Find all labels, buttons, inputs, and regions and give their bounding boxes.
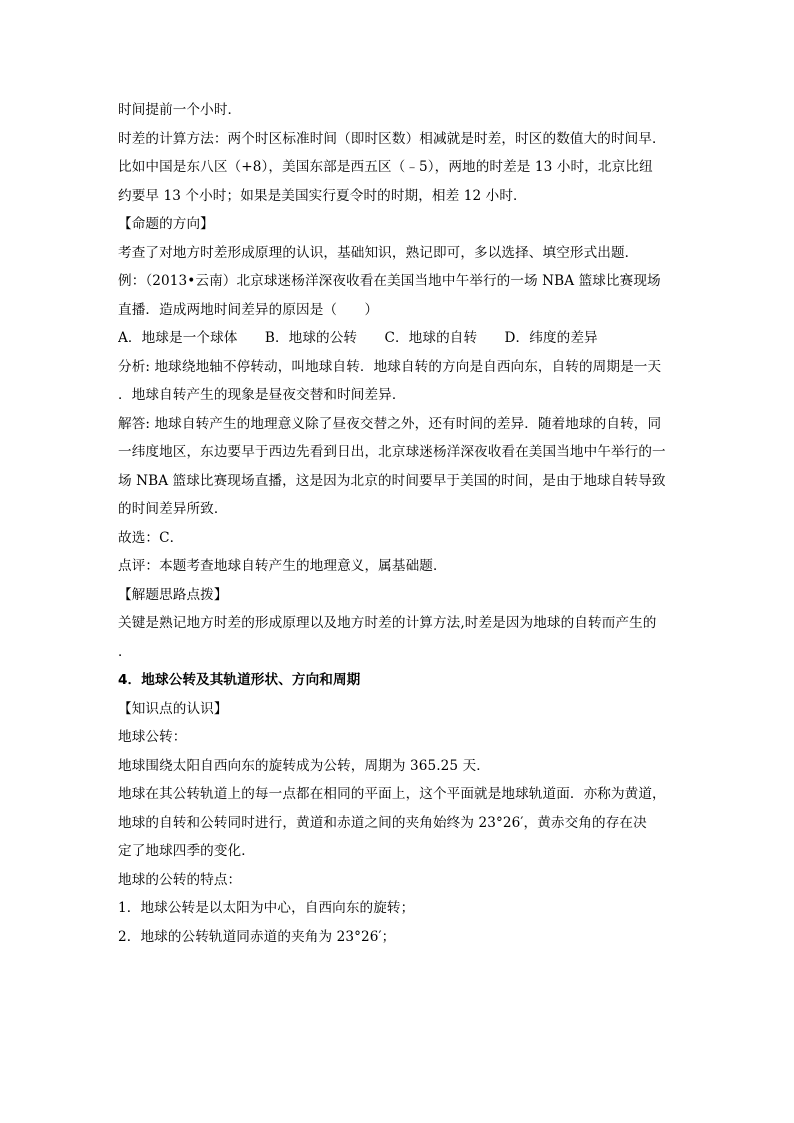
text-line: 地球的公转的特点： xyxy=(118,871,242,888)
text-line: ．地球自转产生的现象是昼夜交替和时间差异． xyxy=(118,387,406,403)
section-heading: 4．地球公转及其轨道形状、方向和周期 xyxy=(118,672,361,688)
text-line: 地球的自转和公转同时进行，黄道和赤道之间的夹角始终为 23°26′，黄赤交角的存在决 xyxy=(118,814,647,831)
text-line: ． xyxy=(118,643,132,660)
text-line: 场 NBA 篮球比赛现场直播，这是因为北京的时间要早于美国的时间，是由于地球自转导致 xyxy=(118,472,666,489)
text-line: 考查了对地方时差形成原理的认识，基础知识，熟记即可，多以选择、填空形式出题． xyxy=(118,244,639,261)
text-line: 地球在其公转轨道上的每一点都在相同的平面上，这个平面就是地球轨道面．亦称为黄道， xyxy=(118,786,666,802)
text-line: 关键是熟记地方时差的形成原理以及地方时差的计算方法,时差是因为地球的自转而产生的 xyxy=(118,615,657,631)
text-line: 直播．造成两地时间差异的原因是（ ） xyxy=(118,301,379,318)
text-line: 一纬度地区，东边要早于西边先看到日出，北京球迷杨洋深夜收看在美国当地中午举行的一 xyxy=(118,444,666,460)
text-line: 的时间差异所致． xyxy=(118,501,228,517)
text-line: 定了地球四季的变化． xyxy=(118,843,255,859)
text-line: 约要早 13 个小时；如果是美国实行夏令时的时期，相差 12 小时． xyxy=(118,187,527,204)
answer-options: A．地球是一个球体 B．地球的公转 C．地球的自转 D．纬度的差异 xyxy=(118,330,598,346)
document-page xyxy=(118,96,678,951)
text-line: 地球公转： xyxy=(118,729,187,745)
text-line: 比如中国是东八区（+8），美国东部是西五区（﹣5），两地的时差是 13 小时，北京比纽 xyxy=(118,159,653,175)
text-line: 分析: 地球绕地轴不停转动，叫地球自转．地球自转的方向是自西向东，自转的周期是一天 xyxy=(118,358,662,375)
section-label: 【命题的方向】 xyxy=(118,216,214,232)
list-item: 1．地球公转是以太阳为中心，自西向东的旋转； xyxy=(118,900,415,916)
section-label: 【解题思路点拨】 xyxy=(118,586,228,603)
section-label: 【知识点的认识】 xyxy=(118,700,228,717)
text-line: 点评：本题考查地球自转产生的地理意义，属基础题． xyxy=(118,558,447,574)
text-line: 时差的计算方法：两个时区标准时间（即时区数）相减就是时差，时区的数值大的时间早． xyxy=(118,130,666,147)
list-item: 2．地球的公转轨道同赤道的夹角为 23°26′； xyxy=(118,928,396,945)
text-line: 解答: 地球自转产生的地理意义除了昼夜交替之外，还有时间的差异．随着地球的自转，同 xyxy=(118,415,662,432)
text-line: 地球围绕太阳自西向东的旋转成为公转，周期为 365.25 天． xyxy=(118,757,490,774)
text-line: 例：（2013•云南）北京球迷杨洋深夜收看在美国当地中午举行的一场 NBA 篮球比赛现场 xyxy=(118,273,661,289)
text-line: 时间提前一个小时． xyxy=(118,102,242,118)
text-line: 故选：C． xyxy=(118,529,184,546)
